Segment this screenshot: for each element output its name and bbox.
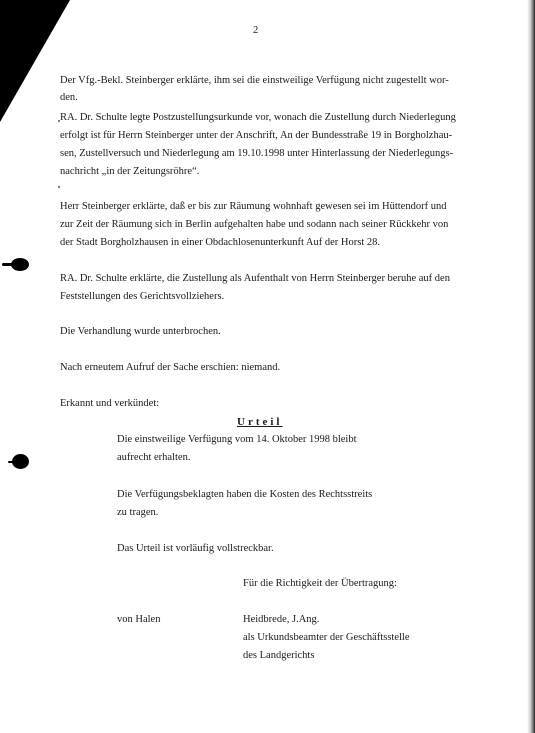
punch-hole-mark: [12, 454, 29, 469]
verdict-heading: Urteil: [237, 416, 283, 428]
paragraph-line: Nach erneutem Aufruf der Sache erschien: niemand.: [60, 362, 281, 373]
paragraph-line: sen, Zustellversuch und Niederlegung am 19.10.1998 unter Hinterlassung der Niederlegungs-: [60, 148, 454, 159]
judge-signature: von Halen: [117, 614, 161, 625]
clerk-court: des Landgerichts: [243, 650, 315, 661]
clerk-title: als Urkundsbeamter der Geschäftsstelle: [243, 632, 410, 643]
paragraph-line: nachricht „in der Zeitungsröhre“.: [60, 166, 200, 177]
paragraph-line: RA. Dr. Schulte erklärte, die Zustellung als Aufenthalt von Herrn Steinberger beruhe auf den: [60, 273, 450, 284]
paragraph-line: zur Zeit der Räumung sich in Berlin aufgehalten habe und sodann nach seiner Rückkehr von: [60, 219, 449, 230]
verdict-line: Das Urteil ist vorläufig vollstreckbar.: [117, 543, 274, 554]
verdict-line: aufrecht erhalten.: [117, 452, 191, 463]
paragraph-line: Der Vfg.-Bekl. Steinberger erklärte, ihm sei die einstweilige Verfügung nicht zugestellt wor-: [60, 75, 449, 86]
clerk-signature: Heidbrede, J.Ang.: [243, 614, 320, 625]
paragraph-line: RA. Dr. Schulte legte Postzustellungsurkunde vor, wonach die Zustellung durch Niederlegung: [60, 112, 456, 123]
verdict-line: zu tragen.: [117, 507, 159, 518]
paragraph-line: Die Verhandlung wurde unterbrochen.: [60, 326, 221, 337]
verdict-line: Die Verfügungsbeklagten haben die Kosten des Rechtsstreits: [117, 489, 373, 500]
certification-line: Für die Richtigkeit der Übertragung:: [243, 578, 397, 589]
scan-speck: [58, 186, 60, 188]
paragraph-line: Erkannt und verkündet:: [60, 398, 160, 409]
verdict-line: Die einstweilige Verfügung vom 14. Oktober 1998 bleibt: [117, 434, 357, 445]
paragraph-line: der Stadt Borgholzhausen in einer Obdachlosenunterkunft Auf der Horst 28.: [60, 237, 380, 248]
paragraph-line: Feststellungen des Gerichtsvollziehers.: [60, 291, 225, 302]
paragraph-line: den.: [60, 92, 78, 103]
paragraph-line: erfolgt ist für Herrn Steinberger unter der Anschrift, An der Bundesstraße 19 in Borgholzhau-: [60, 130, 453, 141]
punch-hole-mark: [11, 258, 29, 271]
paragraph-line: Herr Steinberger erklärte, daß er bis zur Räumung wohnhaft gewesen sei im Hüttendorf und: [60, 201, 447, 212]
page-number: 2: [253, 25, 259, 36]
scan-edge-shadow: [527, 0, 535, 733]
